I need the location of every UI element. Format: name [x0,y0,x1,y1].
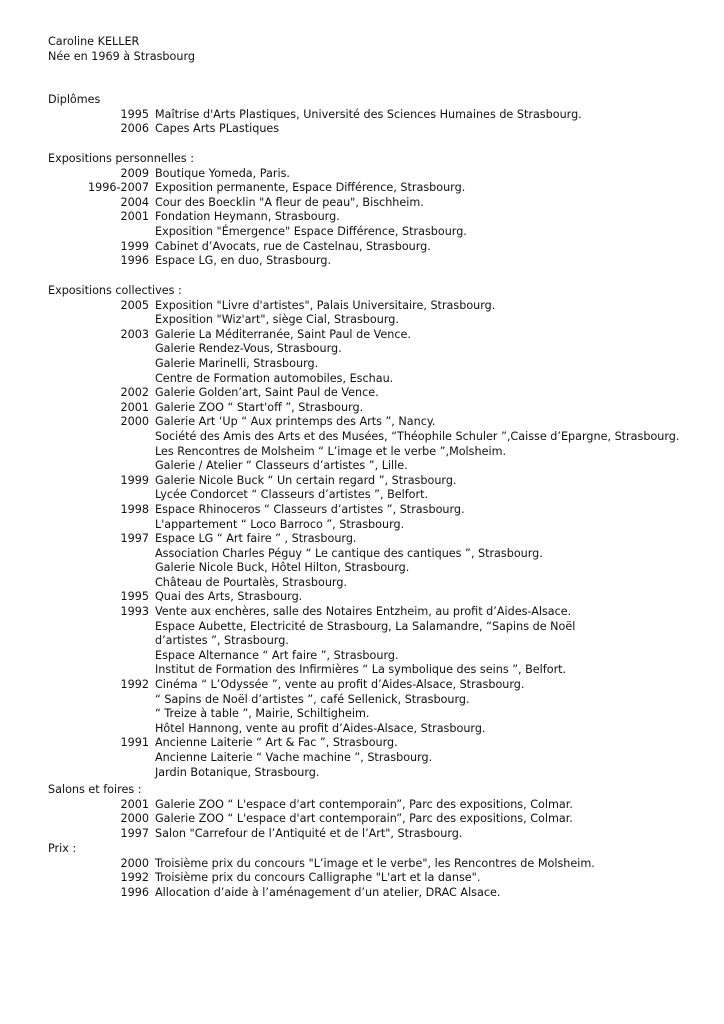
entry-year [48,445,149,460]
cv-entry [48,240,698,255]
entry-text: Exposition "Émergence" Espace Différence, Strasbourg. [155,224,467,238]
entry-text: Galerie Art ‘Up “ Aux printemps des Arts ”, Nancy. [155,415,436,429]
cv-entry [48,415,698,430]
section-title: Expositions collectives : [48,284,182,297]
entry-year: 1996-2007 [88,181,149,195]
cv-entry [48,736,698,751]
entry-year: 2001 [120,797,149,811]
cv-entry [48,299,698,314]
entry-year: 2006 [120,122,149,136]
entry-text: Espace Rhinoceros “ Classeurs d’artistes ”, Strasbourg. [155,502,465,516]
entry-year: 2000 [120,415,149,429]
entry-year [48,488,149,503]
cv-entry [48,108,698,123]
entry-year: 1996 [120,254,149,268]
entry-year: 1992 [120,678,149,692]
cv-entry [48,342,698,357]
entry-text: Troisième prix du concours Calligraphe "L'art et la danse". [155,871,481,885]
entry-text: Château de Pourtalès, Strasbourg. [155,575,347,589]
entry-year: 1993 [120,605,149,619]
entry-text: Ancienne Laiterie “ Art & Fac ”, Strasbourg. [155,736,398,750]
entry-text: Société des Amis des Arts et des Musées, “Théophile Schuler ”,Caisse d’Epargne, Strasbourg. [155,429,680,443]
cv-entry [48,707,698,722]
cv-entry [48,196,698,211]
cv-header [48,35,195,64]
cv-entry [48,445,698,460]
entry-year [48,225,149,240]
entry-year: 2001 [120,210,149,224]
entry-year [48,342,149,357]
entry-text: Institut de Formation des Infirmières “ La symbolique des seins ”, Belfort. [155,663,567,677]
entry-text: Fondation Heymann, Strasbourg. [155,210,340,224]
entry-year: 2009 [120,166,149,180]
entry-year: 2003 [120,327,149,341]
cv-entry [48,561,698,576]
entry-year [48,707,149,722]
cv-entry [48,225,698,240]
entry-year [48,576,149,591]
cv-entry [48,503,698,518]
entry-year: 1997 [120,532,149,546]
entry-year: 1997 [120,826,149,840]
cv-entry [48,827,698,842]
entry-text: Salon "Carrefour de l’Antiquité et de l’Art", Strasbourg. [155,826,463,840]
entry-year [48,547,149,562]
section-expositions-collectives [48,284,698,780]
entry-text: Espace Aubette, Electricité de Strasbourg, La Salamandre, “Sapins de Noël d’artistes ”, Strasbourg. [155,619,576,648]
entry-year: 2000 [120,856,149,870]
entry-text: Allocation d’aide à l’aménagement d’un atelier, DRAC Alsace. [155,885,501,899]
entry-text: Boutique Yomeda, Paris. [155,166,290,180]
entry-text: Galerie ZOO “ L'espace d'art contemporain”, Parc des expositions, Colmar. [155,812,573,826]
cv-entry [48,372,698,387]
cv-entry [48,328,698,343]
cv-entry [48,871,698,886]
section-title: Expositions personnelles : [48,152,194,165]
entry-text: Galerie / Atelier “ Classeurs d’artistes ”, Lille. [155,459,408,473]
section-diplomes [48,93,698,137]
entry-year: 2005 [120,298,149,312]
entry-text: Cour des Boecklin "A fleur de peau", Bischheim. [155,195,424,209]
section-title: Diplômes [48,93,101,106]
cv-entry [48,576,698,591]
entry-year [48,561,149,576]
entry-text: Quai des Arts, Strasbourg. [155,590,303,604]
entry-text: Galerie ZOO “ L'espace d'art contemporain”, Parc des expositions, Colmar. [155,797,573,811]
entry-year [48,766,149,781]
entry-text: “ Sapins de Noël d’artistes ”, café Sellenick, Strasbourg. [155,692,470,706]
cv-entry [48,386,698,401]
cv-entry [48,663,698,678]
entry-year: 1995 [120,107,149,121]
entry-text: Centre de Formation automobiles, Eschau. [155,371,394,385]
entry-year: 1991 [120,736,149,750]
entry-year [48,430,149,445]
cv-entry [48,122,698,137]
entry-year: 2000 [120,812,149,826]
entry-year [48,518,149,533]
entry-year: 2004 [120,195,149,209]
cv-entry [48,210,698,225]
cv-entry [48,532,698,547]
cv-entry [48,357,698,372]
entry-text: Capes Arts PLastiques [155,122,280,136]
cv-entry [48,722,698,737]
cv-entry [48,649,698,664]
entry-text: Galerie Nicole Buck, Hôtel Hilton, Strasbourg. [155,561,410,575]
cv-entry [48,518,698,533]
cv-entry [48,459,698,474]
entry-year [48,313,149,328]
cv-entry [48,766,698,781]
entry-year: 1995 [120,590,149,604]
cv-entry [48,678,698,693]
cv-entry [48,798,698,813]
section-title: Salons et foires : [48,783,142,796]
entry-year: 1999 [120,239,149,253]
entry-text: Maîtrise d'Arts Plastiques, Université des Sciences Humaines de Strasbourg. [155,107,582,121]
entry-text: Exposition "Wiz'art", siège Cial, Strasbourg. [155,313,399,327]
entry-text: Espace LG, en duo, Strasbourg. [155,254,332,268]
entry-text: “ Treize à table ”, Mairie, Schiltigheim. [155,707,370,721]
entry-year: 1998 [120,502,149,516]
entry-text: Espace Alternance “ Art faire ”, Strasbourg. [155,648,399,662]
author-name: Caroline KELLER [48,35,140,48]
entry-text: Association Charles Péguy “ Le cantique des cantiques ”, Strasbourg. [155,546,543,560]
cv-entry [48,167,698,182]
entry-text: Troisième prix du concours "L’image et le verbe", les Rencontres de Molsheim. [155,856,595,870]
cv-entry [48,751,698,766]
cv-entry [48,605,698,620]
entry-text: Galerie Marinelli, Strasbourg. [155,356,319,370]
cv-entry [48,430,698,445]
section-expositions-personnelles [48,152,698,269]
entry-text: Hôtel Hannong, vente au profit d’Aides-Alsace, Strasbourg. [155,721,486,735]
entry-year [48,357,149,372]
entry-text: Exposition permanente, Espace Différence, Strasbourg. [155,181,466,195]
entry-year [48,751,149,766]
cv-entry [48,181,698,196]
entry-text: Galerie ZOO “ Start'off ”, Strasbourg. [155,400,364,414]
cv-entry [48,254,698,269]
cv-entry [48,401,698,416]
entry-year: 2002 [120,386,149,400]
entry-text: Jardin Botanique, Strasbourg. [155,765,320,779]
entry-text: Espace LG “ Art faire ” , Strasbourg. [155,532,357,546]
entry-text: Galerie Nicole Buck “ Un certain regard ”, Strasbourg. [155,473,457,487]
cv-entry [48,547,698,562]
entry-text: Ancienne Laiterie “ Vache machine ”, Strasbourg. [155,751,433,764]
entry-text: Cabinet d’Avocats, rue de Castelnau, Strasbourg. [155,239,431,253]
cv-entry [48,474,698,489]
entry-year: 2001 [120,400,149,414]
section-salons-foires [48,783,698,841]
entry-text: Exposition "Livre d'artistes", Palais Universitaire, Strasbourg. [155,298,496,312]
cv-entry [48,812,698,827]
entry-year [48,620,149,649]
entry-text: L'appartement “ Loco Barroco ”, Strasbourg. [155,517,405,531]
entry-year [48,649,149,664]
cv-entry [48,313,698,328]
cv-entry [48,590,698,605]
entry-year [48,693,149,708]
entry-text: Cinéma “ L’Odyssée ”, vente au profit d’Aides-Alsace, Strasbourg. [155,678,525,692]
entry-year [48,722,149,737]
entry-year [48,459,149,474]
birth-info: Née en 1969 à Strasbourg [48,49,195,63]
cv-entry [48,488,698,503]
entry-year: 1999 [120,473,149,487]
entry-year: 1996 [120,885,149,899]
cv-entry [48,620,698,649]
entry-text: Vente aux enchères, salle des Notaires Entzheim, au profit d’Aides-Alsace. [155,605,572,619]
entry-text: Galerie Rendez-Vous, Strasbourg. [155,342,342,356]
cv-entry [48,693,698,708]
entry-text: Les Rencontres de Molsheim “ L’image et le verbe ”,Molsheim. [155,444,507,458]
entry-year [48,663,149,678]
section-prix [48,842,698,900]
entry-text: Lycée Condorcet “ Classeurs d’artistes ”, Belfort. [155,488,429,502]
cv-entry [48,857,698,872]
entry-text: Galerie Golden’art, Saint Paul de Vence. [155,386,379,400]
entry-text: Galerie La Méditerranée, Saint Paul de Vence. [155,327,411,341]
entry-year [48,372,149,387]
section-title: Prix : [48,842,77,855]
cv-entry [48,886,698,901]
entry-year: 1992 [120,871,149,885]
